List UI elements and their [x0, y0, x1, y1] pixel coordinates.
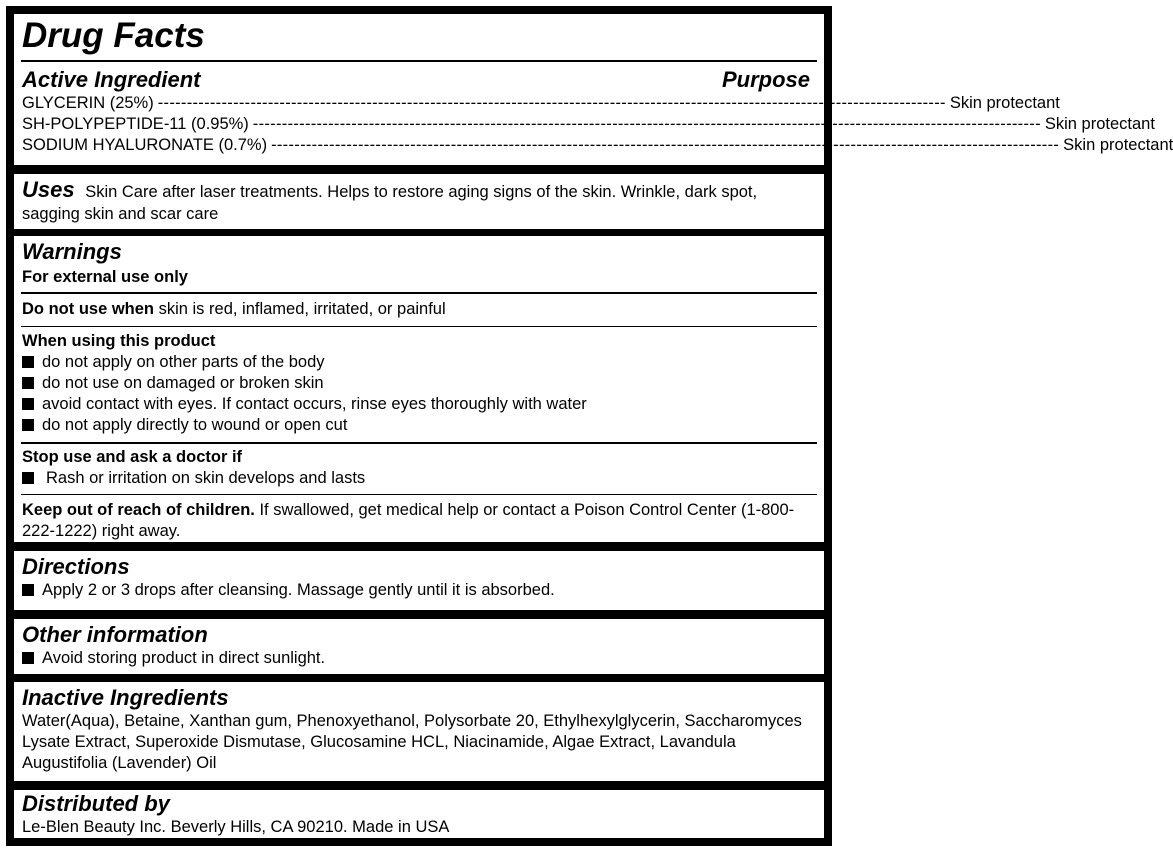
list-item: avoid contact with eyes. If contact occurs, rinse eyes thoroughly with water: [22, 394, 816, 415]
dash-leader: ----------------------------------------------------------------------------------------------------------------------------------------: [252, 114, 1041, 133]
ingredient-purpose: Skin protectant: [949, 93, 1060, 112]
directions-heading: Directions: [22, 554, 130, 579]
distributed-by-section: [14, 790, 824, 838]
page-title: Drug Facts: [22, 16, 205, 55]
uses-text: Skin Care after laser treatments. Helps to restore aging signs of the skin. Wrinkle, dark spot, sagging skin and scar care: [22, 183, 758, 223]
ingredient-name: SODIUM HYALURONATE (0.7%): [22, 135, 268, 154]
bullet-square-icon: [22, 356, 34, 368]
inactive-ingredients-heading: Inactive Ingredients: [22, 685, 229, 710]
list-item: do not apply on other parts of the body: [22, 352, 816, 373]
ingredient-purpose: Skin protectant: [1063, 135, 1173, 154]
when-using-label: When using this product: [22, 332, 216, 350]
stop-use-label: Stop use and ask a doctor if: [22, 447, 243, 466]
bullet-square-icon: [22, 652, 34, 664]
active-ingredient-row: [22, 135, 1173, 156]
other-information-section: [14, 619, 824, 674]
divider: [21, 292, 817, 294]
other-information-heading: Other information: [22, 622, 208, 647]
divider: [21, 442, 817, 444]
ingredient-purpose: Skin protectant: [1044, 114, 1155, 133]
inactive-ingredients-section: [14, 682, 824, 781]
do-not-use-text: skin is red, inflamed, irritated, or painful: [158, 299, 446, 318]
list-item: Avoid storing product in direct sunlight.: [22, 648, 816, 669]
directions-section: [14, 551, 824, 610]
keep-out-label: Keep out of reach of children.: [22, 501, 255, 519]
purpose-heading: Purpose: [721, 66, 810, 92]
bullet-square-icon: [22, 377, 34, 389]
ingredient-name: SH-POLYPEPTIDE-11 (0.95%): [22, 114, 249, 133]
bullet-square-icon: [22, 472, 34, 484]
uses-heading: Uses: [22, 177, 75, 202]
list-item: do not use on damaged or broken skin: [22, 373, 816, 394]
keep-out-text: If swallowed, get medical help or contact a Poison Control Center (1-800-222-1222) right away.: [22, 501, 795, 540]
active-ingredient-row: [22, 114, 1155, 135]
inactive-ingredients-text: Water(Aqua), Betaine, Xanthan gum, Phenoxyethanol, Polysorbate 20, Ethylhexylglycerin, Saccharomyces Lysate Extract, Superoxide Dismutase, Glucosamine HCL, Niacinamide, Algae Extract, Lavandula Augustifolia (Lavender) Oil: [22, 712, 802, 772]
do-not-use-label: Do not use when: [22, 299, 154, 318]
distributor-text: Le-Blen Beauty Inc. Beverly Hills, CA 90210. Made in USA: [22, 818, 450, 836]
uses-section: [14, 174, 824, 229]
distributed-by-heading: Distributed by: [22, 791, 170, 816]
external-use-text: For external use only: [22, 268, 188, 286]
divider: [21, 326, 817, 328]
warnings-section: [14, 236, 824, 542]
bullet-square-icon: [22, 398, 34, 410]
active-ingredient-section: [14, 14, 1173, 165]
list-item: do not apply directly to wound or open cut: [22, 415, 816, 436]
active-ingredient-row: [22, 93, 1060, 114]
active-ingredient-heading: Active Ingredient: [22, 66, 201, 92]
divider: [21, 494, 817, 496]
drug-facts-panel: [6, 6, 1173, 846]
bullet-square-icon: [22, 419, 34, 431]
ingredient-name: GLYCERIN (25%): [22, 93, 154, 112]
list-item: Apply 2 or 3 drops after cleansing. Massage gently until it is absorbed.: [22, 580, 816, 601]
divider: [21, 60, 817, 62]
dash-leader: ----------------------------------------------------------------------------------------------------------------------------------------: [157, 93, 946, 112]
bullet-square-icon: [22, 584, 34, 596]
list-item: Rash or irritation on skin develops and lasts: [22, 468, 816, 489]
warnings-heading: Warnings: [22, 239, 122, 264]
dash-leader: ----------------------------------------------------------------------------------------------------------------------------------------: [271, 135, 1060, 154]
